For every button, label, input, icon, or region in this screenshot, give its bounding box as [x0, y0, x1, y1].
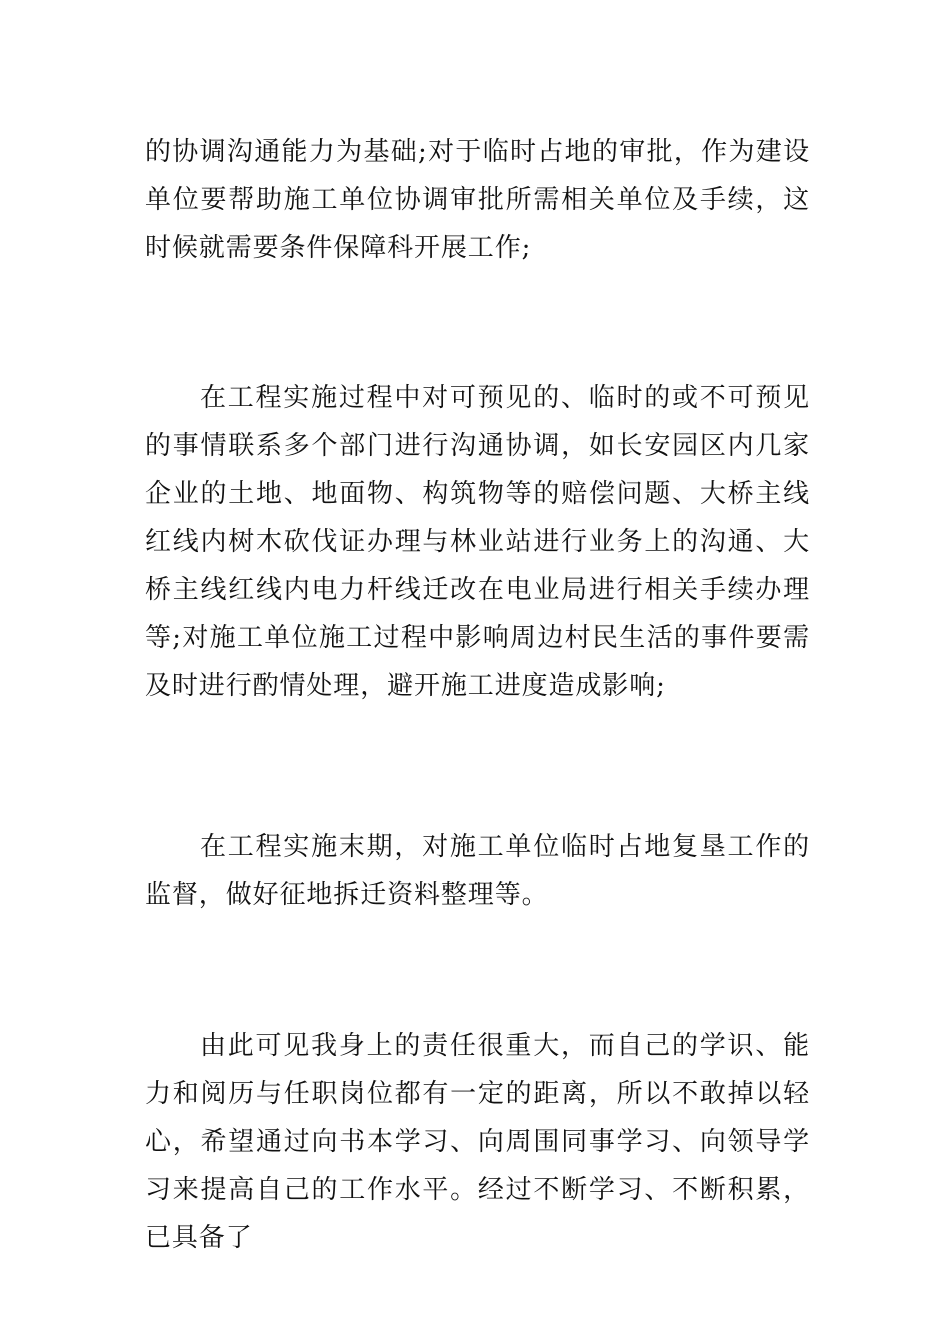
paragraph-responsibility: 由此可见我身上的责任很重大，而自己的学识、能力和阅历与任职岗位都有一定的距离，所以不敢掉以轻心，希望通过向书本学习、向周围同事学习、向领导学习来提高自己的工作水平。经过不断学习、不断积累，已具备了 — [145, 1031, 810, 1253]
paragraph-implementation-end: 在工程实施末期，对施工单位临时占地复垦工作的监督，做好征地拆迁资料整理等。 — [145, 832, 810, 910]
paragraph-continuation: 的协调沟通能力为基础;对于临时占地的审批，作为建设单位要帮助施工单位协调审批所需相关单位及手续，这时候就需要条件保障科开展工作; — [145, 137, 810, 263]
paragraph-implementation-process: 在工程实施过程中对可预见的、临时的或不可预见的事情联系多个部门进行沟通协调，如长安园区内几家企业的土地、地面物、构筑物等的赔偿问题、大桥主线红线内树木砍伐证办理与林业站进行业务上的沟通、大桥主线红线内电力杆线迁改在电业局进行相关手续办理等;对施工单位施工过程中影响周边村民生活的事件要需及时进行酌情处理，避开施工进度造成影响; — [145, 383, 810, 701]
